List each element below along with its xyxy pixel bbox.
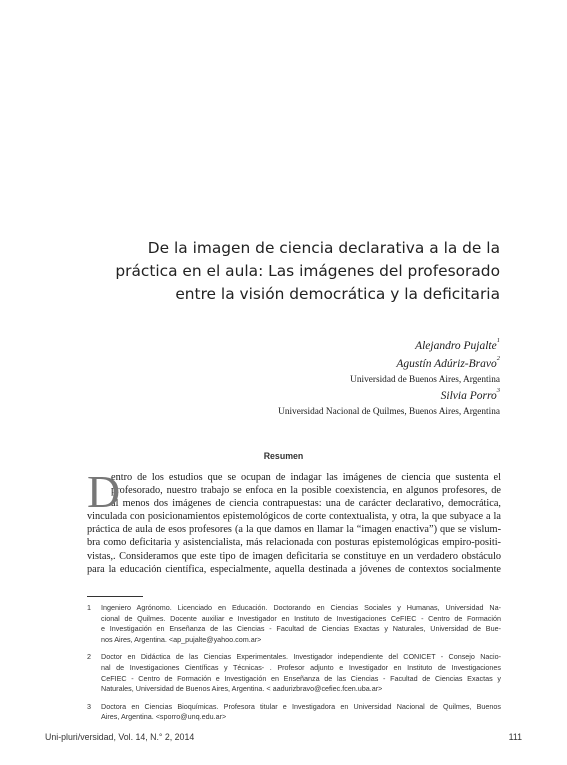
footnote-number: 2 <box>87 652 91 662</box>
abstract-line: profesorado, nuestro trabajo se enfoca en la posible coexistencia, en algunos profesores, de <box>111 485 501 497</box>
footnote-number: 1 <box>87 603 91 612</box>
author-block <box>80 337 500 419</box>
footnote-line: nos Aires, Argentina. <ap_pujalte@yahoo.com.ar> <box>101 634 262 644</box>
abstract-line: para la educación científica, especialmente, aquella destinada a jóvenes de contextos socialmente <box>87 563 501 575</box>
footnotes <box>87 603 501 730</box>
title-line-1: De la imagen de ciencia declarativa a la de la <box>147 239 500 257</box>
abstract-heading: Resumen <box>263 451 304 461</box>
page-number: 111 <box>508 732 522 742</box>
author-name: Silvia Porro$^3$ <box>440 387 500 402</box>
abstract-line: entro de los estudios que se ocupan de indagar las imágenes de ciencia que sustenta el <box>111 472 501 483</box>
abstract-line: vinculada con posicionamientos epistemológicos de corte contextualista, y otra, la que subyace a la <box>87 511 501 523</box>
footnote-line: nal de Investigaciones Científicas y Técnicas- . Profesor adjunto e Investigador en Instituto de Investigaciones <box>101 662 501 672</box>
title-line-3: entre la visión democrática y la deficitaria <box>175 285 500 303</box>
footnote-mark: 3 <box>496 387 500 394</box>
footnote-line: cional de Quilmes. Docente auxiliar e Investigador en Instituto de Investigaciones CeFIEC - Centro de Formación <box>101 613 501 623</box>
title-line-2: práctica en el aula: Las imágenes del profesorado <box>115 262 500 280</box>
author-affiliation: Universidad Nacional de Quilmes, Buenos Aires, Argentina <box>278 407 500 417</box>
footnote-line: Doctor en Didáctica de las Ciencias Experimentales. Investigador independiente del CONICET - Consejo Nacio- <box>101 652 501 662</box>
footnote <box>87 603 501 645</box>
footnote-line: CeFIEC - Centro de Formación e Investigación en Enseñanza de las Ciencias - Facultad de Ciencias Exactas y <box>101 673 501 683</box>
footnote-mark: 2 <box>496 355 500 362</box>
abstract-body <box>87 466 501 576</box>
abstract-line: vistas,. Consideramos que este tipo de imagen deficitaria se constituye en un verdadero obstáculo <box>87 550 501 562</box>
author-name: Alejandro Pujalte$^1$ <box>415 337 500 352</box>
footnote-line: Aires, Argentina. <sporro@unq.edu.ar> <box>101 712 227 722</box>
footnote-mark: 1 <box>496 337 500 344</box>
footnote-line: Naturales, Universidad de Buenos Aires, Argentina. < aadurizbravo@cefiec.fcen.uba.ar> <box>101 684 383 694</box>
drop-cap: D <box>87 466 121 517</box>
author-affiliation: Universidad de Buenos Aires, Argentina <box>350 375 500 385</box>
footnote-number: 3 <box>87 701 91 711</box>
footnote <box>87 652 501 694</box>
footnote <box>87 702 501 723</box>
article-title <box>80 237 500 306</box>
abstract-line: al menos dos imágenes de ciencia contrapuestas: una de carácter declarativo, democrática, <box>111 498 501 510</box>
author-name: Agustín Adúriz-Bravo$^2$ <box>396 355 500 370</box>
footnote-line: e Investigación en Enseñanza de las Ciencias - Facultad de Ciencias Exactas y Naturales, Universidad de Bue- <box>101 624 501 634</box>
abstract-line: bra como deficitaria y asistencialista, más relacionada con posturas epistemológicas empiro-positi- <box>87 537 501 549</box>
footnote-line: Ingeniero Agrónomo. Licenciado en Educación. Doctorando en Ciencias Sociales y Humanas, Universidad Na- <box>101 603 501 612</box>
abstract-line: práctica de aula de esos profesores (a la que damos en llamar la “imagen enactiva”) que se vislum- <box>87 524 501 536</box>
footnote-line: Doctora en Ciencias Bioquímicas. Profesora titular e Investigadora en Universidad Nacional de Quilmes, Buenos <box>101 701 501 711</box>
journal-citation: Uni-pluri/versidad, Vol. 14, N.° 2, 2014 <box>45 732 195 742</box>
footnote-divider <box>87 596 143 597</box>
